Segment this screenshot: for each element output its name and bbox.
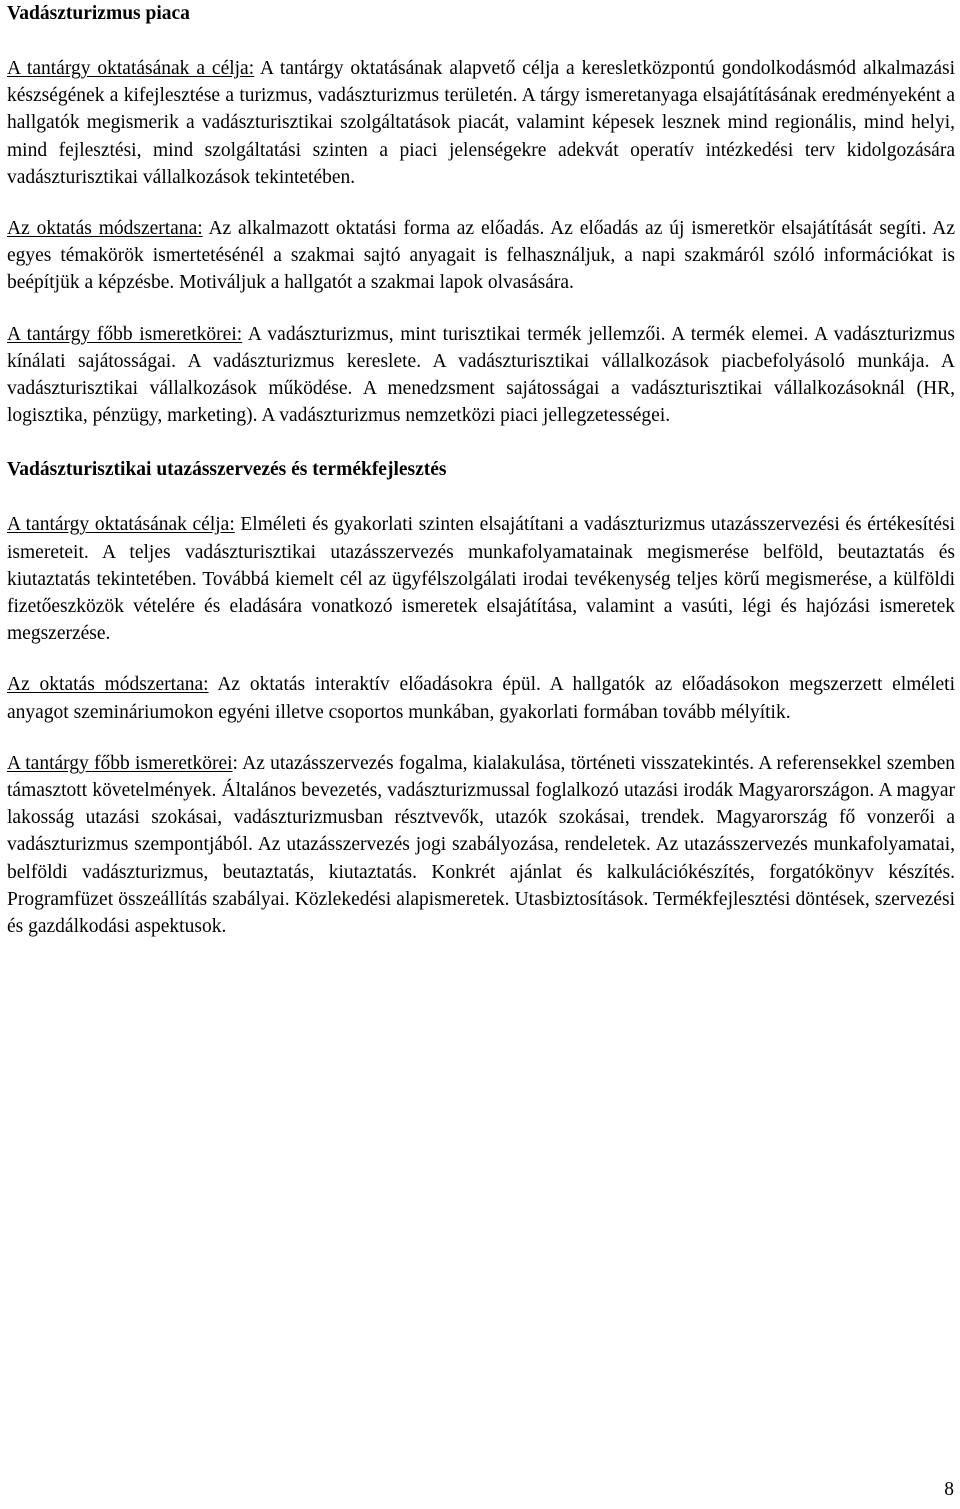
paragraph-text: Az oktatás interaktív előadásokra épül. A hallgatók az előadásokon megszerzett elméleti anyagot szemináriumokon egyéni illetve csoportos munkában, gyakorlati formában tovább mélyítik. bbox=[7, 674, 955, 723]
paragraph-text: Az alkalmazott oktatási forma az előadás. Az előadás az új ismeretkör elsajátítását segíti. Az egyes témakörök ismertetésénél a szakmai sajtó anyagait is felhasználjuk, a napi szakmáról szóló információkat is beépítjük a képzésbe. Motiváljuk a hallgatót a szakmai lapok olvasására. bbox=[7, 218, 955, 294]
paragraph-course-goal bbox=[7, 511, 955, 647]
paragraph-text: A vadászturizmus, mint turisztikai termék jellemzői. A termék elemei. A vadászturizmus kínálati sajátosságai. A vadászturizmus kereslete. A vadászturisztikai vállalkozások piacbefolyásoló munkája. A vadászturisztikai vállalkozások működése. A menedzsment sajátosságai a vadászturisztikai vállalkozásoknál (HR, logisztika, pénzügy, marketing). A vadászturizmus nemzetközi piaci jellegzetességei. bbox=[7, 323, 955, 427]
paragraph-teaching-method bbox=[7, 671, 955, 725]
paragraph-text: Elméleti és gyakorlati szinten elsajátítani a vadászturizmus utazásszervezési és értékesítési ismereteit. A teljes vadászturisztikai utazásszervezés munkafolyamatainak megismerése belföld, beutaztatás és kiutaztatás tekintetében. Továbbá kiemelt cél az ügyfélszolgálati irodai tevékenység teljes körű megismerése, a külföldi fizetőeszközök vételére és eladására vonatkozó ismeretek elsajátítása, valamint a vasúti, légi és hajózási ismeretek megszerzése. bbox=[7, 514, 955, 645]
paragraph-label: A tantárgy főbb ismeretkörei bbox=[7, 752, 233, 774]
paragraph-teaching-method bbox=[7, 215, 955, 297]
paragraph-label: A tantárgy oktatásának célja: bbox=[7, 514, 235, 536]
paragraph-label: A tantárgy főbb ismeretkörei: bbox=[7, 323, 243, 345]
section-title-vadaszturizmus-piaca: Vadászturizmus piaca bbox=[7, 3, 190, 24]
section-title-utazasszervezes: Vadászturisztikai utazásszervezés és termékfejlesztés bbox=[7, 459, 447, 481]
paragraph-label: Az oktatás módszertana: bbox=[7, 218, 203, 240]
paragraph-label: Az oktatás módszertana: bbox=[7, 674, 209, 696]
paragraph-text: A tantárgy oktatásának alapvető célja a keresletközpontú gondolkodásmód alkalmazási készségének a kifejlesztése a turizmus, vadászturizmus területén. A tárgy ismeretanyaga elsajátításának eredményeként a hallgatók megismerik a vadászturisztikai szolgáltatások piacát, valamint képesek lesznek mind regionális, mind helyi, mind fejlesztési, mind szolgáltatási szinten a piaci jelenségekre adekvát operatív intézkedési terv kidolgozására vadászturisztikai vállalkozások tekintetében. bbox=[7, 58, 955, 188]
paragraph-main-topics bbox=[7, 750, 955, 940]
document-page bbox=[7, 0, 955, 940]
paragraph-text: : Az utazásszervezés fogalma, kialakulása, történeti visszatekintés. A referensekkel szemben támasztott követelmények. Általános bevezetés, vadászturizmussal foglalkozó utazási irodák Magyarországon. A magyar lakosság utazási szokásai, vadászturizmusban résztvevők, utazók szokásai, trendek. Magyarország fő vonzerői a vadászturizmus szempontjából. Az utazásszervezés jogi szabályozása, rendeletek. Az utazásszervezés munkafolyamatai, belföldi vadászturizmus, beutaztatás, kiutaztatás. Konkrét ajánlat és kalkulációkészítés, forgatókönyv készítés. Programfüzet összeállítás szabályai. Közlekedési alapismeretek. Utasbiztosítások. Termékfejlesztési döntések, szervezési és gazdálkodási aspektusok. bbox=[7, 752, 956, 938]
paragraph-course-goal bbox=[7, 55, 955, 191]
paragraph-label: A tantárgy oktatásának a célja: bbox=[7, 58, 255, 79]
page-number: 8 bbox=[944, 1479, 954, 1500]
paragraph-main-topics bbox=[7, 321, 955, 430]
